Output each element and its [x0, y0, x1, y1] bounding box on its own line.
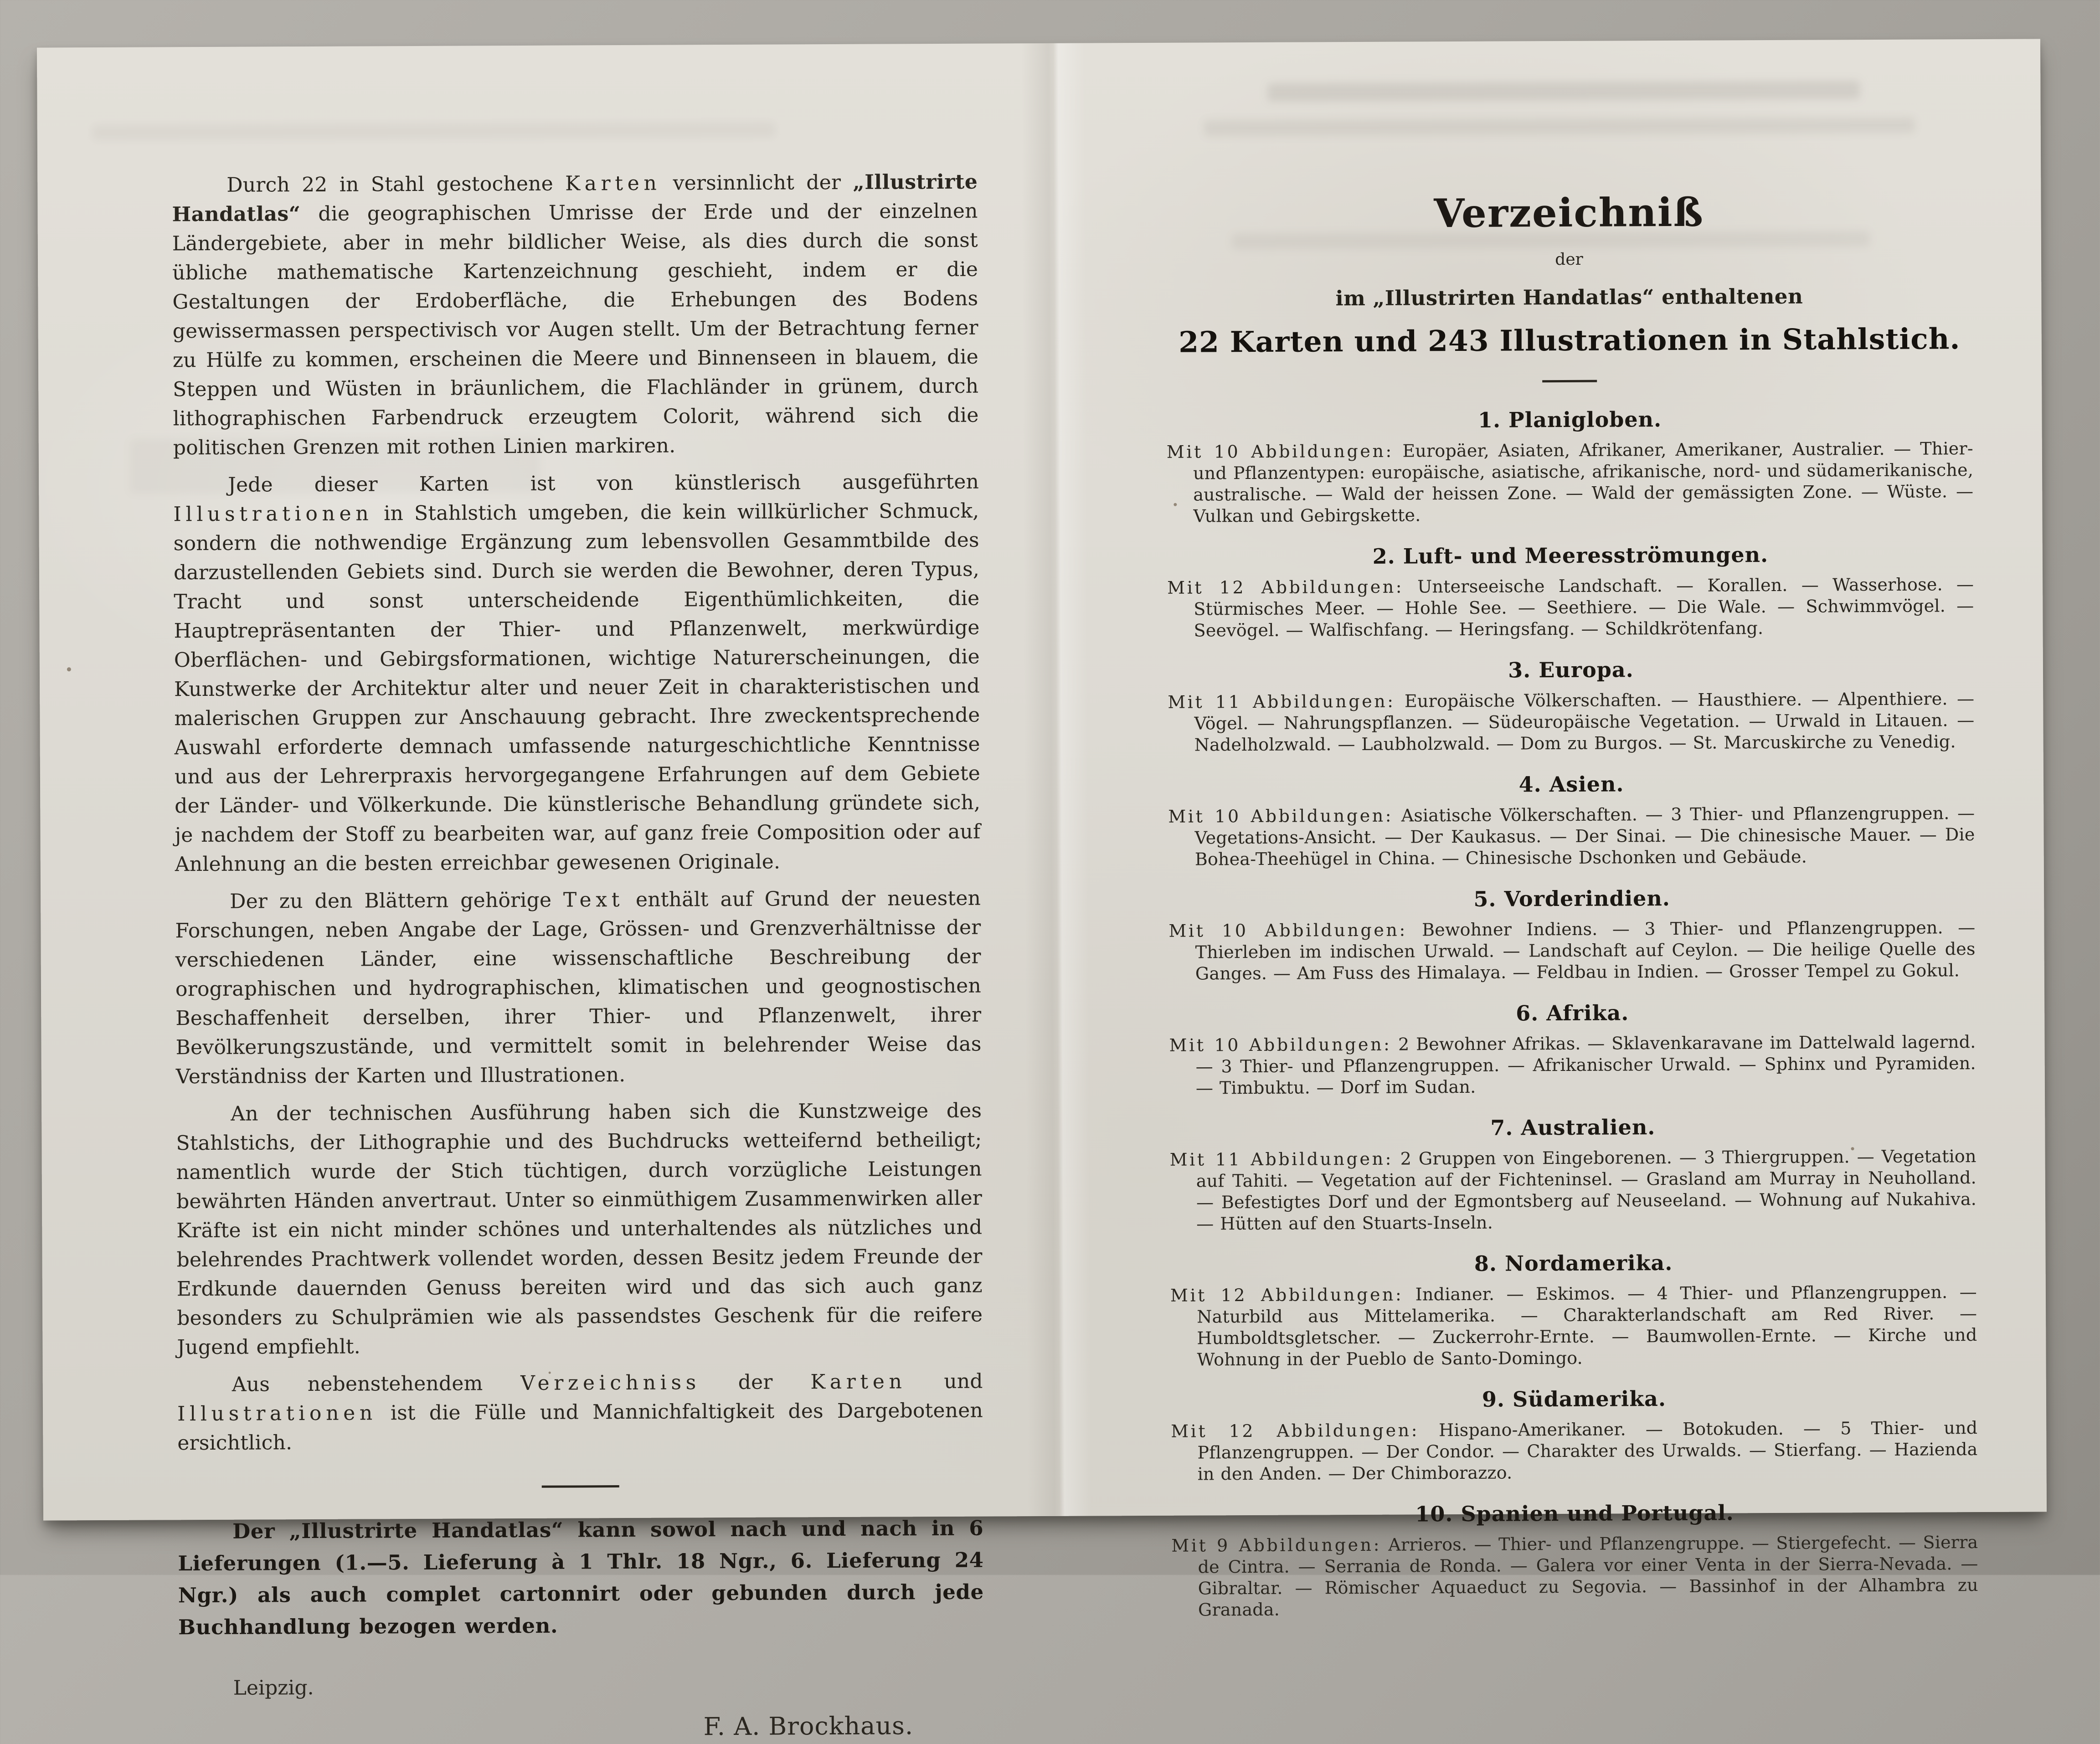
section-items: Asiatische Völkerschaften. — 3 Thier- und Pflanzengruppen. — Vegetations-Ansicht. — Der Kaukasus. — Der Sinai. — Die chinesische Mauer. — Die Bohea-Theehügel in China. — Chinesische Dschonken und Gebäude. — [1194, 803, 1975, 869]
fold-crease — [1021, 43, 1091, 1517]
section-lead: Mit 9 Abbildungen: — [1171, 1534, 1382, 1556]
section — [1168, 771, 1975, 870]
section — [1169, 1114, 1976, 1235]
section — [1170, 1250, 1977, 1371]
headline: 22 Karten und 243 Illustrationen in Stahlstich. — [1179, 322, 1961, 359]
section-body — [1168, 917, 1976, 985]
section-body — [1170, 1281, 1977, 1371]
paragraph — [173, 468, 981, 880]
section-items: Europäer, Asiaten, Afrikaner, Amerikaner, Australier. — Thier- und Pflanzentypen: europäische, asiatische, afrikanische, nord- und südamerikanische, australische. — Wald der heissen Zone. — Wald der gemässigten Zone. — Wüste. — Vulkan und Gebirgskette. — [1193, 438, 1974, 526]
bleed-through-mark — [92, 122, 776, 141]
section — [1169, 999, 1976, 1099]
section-body — [1170, 1146, 1977, 1235]
section-items: Bewohner Indiens. — 3 Thier- und Pflanzengruppen. — Thierleben im indischen Urwald. — Landschaft auf Ceylon. — Die heilige Quelle des Ganges. — Am Fuss des Himalaya. — Feldbau in Indien. — Grosser Tempel zu Gokul. — [1195, 917, 1976, 984]
section-heading: 8. Nordamerika. — [1474, 1250, 1673, 1276]
letterspaced-run: Karten — [565, 171, 661, 195]
divider — [1542, 380, 1597, 383]
text-run: ist die Fülle und Mannichfaltigkeit des Dargebotenen ersichtlich. — [177, 1399, 983, 1455]
section-heading: 6. Afrika. — [1516, 1000, 1629, 1026]
section-items: 2 Bewohner Afrikas. — Sklavenkaravane im Dattelwald lagernd. — 3 Thier- und Pflanzengruppen. — Afrikanischer Urwald. — Sphinx und Pyramiden. — Timbuktu. — Dorf im Sudan. — [1195, 1032, 1976, 1098]
paragraph — [172, 168, 979, 463]
text-run: Der „Illustrirte Handatlas“ kann sowol nach und nach in 6 Lieferungen (1.—5. Lieferung à 1 Thlr. 18 Ngr., 6. Lieferung 24 Ngr.) als auch complet cartonnirt oder gebunden durch jede Buchhandlung bezogen werden. — [178, 1516, 984, 1640]
section-body — [1168, 688, 1975, 756]
letterspaced-run: Illustrationen — [173, 502, 373, 526]
section-items: Unterseeische Landschaft. — Korallen. — Wasserhose. — Stürmisches Meer. — Hohle See. — Seethiere. — Die Wale. — Schwimmvögel. — Seevögel. — Walfischfang. — Heringsfang. — Schildkrötenfang. — [1194, 574, 1974, 641]
place-line: Leipzig. — [233, 1676, 314, 1700]
subtitle-der: der — [1555, 250, 1583, 269]
text-run: Jede dieser Karten ist von künstlerisch ausgeführten — [228, 470, 979, 497]
section-body — [1167, 438, 1974, 527]
paper-speck — [67, 667, 71, 671]
section-lead: Mit 12 Abbildungen: — [1171, 1420, 1420, 1441]
text-run: enthält auf Grund der neuesten Forschungen, neben Angabe der Lage, Grössen- und Grenzverhältnisse der verschiedenen Länder, eine wissenschaftliche Beschreibung der orographischen und hydrographischen, klimatischen und geognostischen Beschaffenheit derselben, ihrer Thier- und Pflanzenwelt, ihrer Bevölkerungszustände, und vermittelt somit in belehrender Weise das Verständniss der Karten und Illustrationen. — [175, 886, 982, 1089]
paragraph — [175, 884, 982, 1092]
page-title: Verzeichniß — [1434, 189, 1704, 237]
section — [1171, 1500, 1978, 1621]
text-run: Aus nebenstehendem — [232, 1372, 521, 1396]
section — [1167, 542, 1974, 642]
section-body — [1168, 803, 1975, 870]
subtitle-line: im „Illustrirten Handatlas“ enthaltenen — [1335, 284, 1803, 311]
text-run: in Stahlstich umgeben, die kein willkürlicher Schmuck, sondern die nothwendige Ergänzung zum lebensvollen Gesammtbilde des darzustellenden Gebiets sind. Durch sie werden die Bewohner, deren Typus, Tracht und sonst unterscheidende Eigenthümlichkeiten, die Hauptrepräsentanten der Thier- und Pflanzenwelt, merkwürdige Oberflächen- und Gebirgsformationen, wichtige Naturerscheinungen, die Kunstwerke der Architektur alter und neuer Zeit in charakteristischen und malerischen Gruppen zur Anschauung gebracht. Ihre zweckentsprechende Auswahl erforderte demnach umfassende naturgeschichtliche Kenntnisse und aus der Lehrerpraxis hervorgegangene Erfahrungen auf dem Gebiete der Länder- und Völkerkunde. Die künstlerische Behandlung gründete sich, je nachdem der Stoff zu bearbeiten war, auf ganz freie Composition oder auf Anlehnung an die besten erreichbar gewesenen Originale. — [173, 499, 981, 876]
section-lead: Mit 12 Abbildungen: — [1170, 1284, 1404, 1306]
section — [1168, 656, 1975, 756]
letterspaced-run: Text — [563, 888, 624, 912]
section-heading: 3. Europa. — [1508, 657, 1634, 683]
section-heading: 4. Asien. — [1518, 772, 1624, 797]
section-items: 2 Gruppen von Eingeborenen. — 3 Thiergruppen. — Vegetation auf Tahiti. — Vegetation auf der Fichteninsel. — Grasland am Murray in Neuholland. — Befestigtes Dorf und der Egmontsberg auf Neuseeland. — Wohnung auf Nukahiva. — Hütten auf den Stuarts-Inseln. — [1196, 1146, 1977, 1234]
emphasized-run: „Illustrirte Handatlas“ — [172, 170, 978, 226]
divider — [542, 1485, 619, 1488]
text-run: der — [700, 1370, 811, 1394]
section-lead: Mit 10 Abbildungen: — [1168, 805, 1394, 827]
section-lead: Mit 10 Abbildungen: — [1166, 441, 1394, 462]
ordering-notice — [178, 1512, 984, 1644]
prospectus-sheet — [37, 39, 2047, 1741]
section-items: Indianer. — Eskimos. — 4 Thier- und Pflanzengruppen. — Naturbild aus Mittelamerika. — Charakterlandschaft am Red River. — Humboldtsgletscher. — Zuckerrohr-Ernte. — Baumwollen-Ernte. — Kirche und Wohnung in der Pueblo de Santo-Domingo. — [1197, 1282, 1977, 1370]
right-page — [1165, 190, 1978, 1639]
section-lead: Mit 12 Abbildungen: — [1167, 576, 1404, 598]
text-run: An der technischen Ausführung haben sich die Kunstzweige des Stahlstichs, der Lithographie und des Buchdrucks wetteifernd betheiligt; namentlich wurde der Stich tüchtigen, durch vorzügliche Leistungen bewährten Händen anvertraut. Unter so einmüthigem Zusammenwirken aller Kräfte ist ein nicht minder schönes und unterhaltendes als nützliches und belehrendes Prachtwerk vollendet worden, dessen Besitz jedem Freunde der Erdkunde dauernden Genuss bereiten wird und das sich auch ganz besonders zu Schulprämien wie als passendstes Geschenk für die reifere Jugend empfiehlt. — [176, 1099, 983, 1359]
section-body — [1171, 1532, 1978, 1621]
section-items: Europäische Völkerschaften. — Hausthiere. — Alpenthiere. — Vögel. — Nahrungspflanzen. — Südeuropäische Vegetation. — Urwald in Litauen. — Nadelholzwald. — Laubholzwald. — Dom zu Burgos. — St. Marcuskirche zu Venedig. — [1194, 689, 1975, 755]
text-run: Der zu den Blättern gehörige — [230, 888, 564, 913]
section-body — [1169, 1031, 1976, 1099]
section-lead: Mit 11 Abbildungen: — [1168, 691, 1395, 712]
bleed-through-mark — [1204, 117, 1915, 137]
section-heading: 5. Vorderindien. — [1473, 885, 1670, 911]
section-heading: 9. Südamerika. — [1482, 1386, 1667, 1412]
section-lead: Mit 10 Abbildungen: — [1169, 1034, 1392, 1055]
section — [1171, 1385, 1978, 1485]
section-heading: 10. Spanien und Portugal. — [1415, 1500, 1734, 1527]
section-body — [1167, 574, 1974, 642]
section-body — [1171, 1417, 1978, 1485]
left-paragraphs — [172, 168, 983, 1458]
text-run: und — [906, 1369, 983, 1394]
section-lead: Mit 11 Abbildungen: — [1169, 1148, 1394, 1170]
section-lead: Mit 10 Abbildungen: — [1168, 920, 1407, 941]
section-heading: 2. Luft- und Meeresströmungen. — [1372, 542, 1769, 569]
letterspaced-run: Verzeichniss — [520, 1371, 701, 1395]
paragraph — [176, 1096, 983, 1363]
section-items: Arrieros. — Thier- und Pflanzengruppe. — Stiergefecht. — Sierra de Cintra. — Serrania de Ronda. — Galera vor einer Venta in der Sierra-Nevada. — Gibraltar. — Römischer Aquaeduct zu Segovia. — Bassinhof in der Alhambra zu Granada. — [1198, 1532, 1978, 1620]
paragraph — [177, 1367, 983, 1458]
section-heading: 1. Planigloben. — [1477, 407, 1662, 432]
bleed-through-mark — [1267, 81, 1860, 102]
text-run: versinnlicht der — [661, 170, 853, 195]
letterspaced-run: Illustrationen — [177, 1401, 377, 1426]
section-items: Hispano-Amerikaner. — Botokuden. — 5 Thier- und Pflanzengruppen. — Der Condor. — Charakter des Urwalds. — Stierfang. — Hazienda in den Anden. — Der Chimborazzo. — [1197, 1418, 1978, 1484]
section — [1168, 885, 1976, 985]
left-page — [172, 168, 984, 1743]
section-heading: 7. Australien. — [1490, 1115, 1656, 1140]
text-run: Durch 22 in Stahl gestochene — [226, 172, 566, 197]
letterspaced-run: Karten — [810, 1370, 906, 1394]
text-run: die geographischen Umrisse der Erde und der einzelnen Ländergebiete, aber in mehr bildlicher Weise, als dies durch die sonst übliche mathematische Kartenzeichnung geschieht, indem er die Gestaltungen der Erdoberfläche, die Erhebungen des Bodens gewissermassen perspectivisch vor Augen stellt. Um der Betrachtung ferner zu Hülfe zu kommen, erscheinen die Meere und Binnenseen in blauem, die Steppen und Wüsten in bräunlichem, die Flachländer in grünem, durch lithographischen Farbendruck erzeugtem Colorit, während sich die politischen Grenzen mit rothen Linien markiren. — [172, 199, 979, 460]
sections — [1166, 406, 1978, 1621]
section — [1166, 406, 1973, 527]
publisher-signature: F. A. Brockhaus. — [703, 1711, 914, 1741]
